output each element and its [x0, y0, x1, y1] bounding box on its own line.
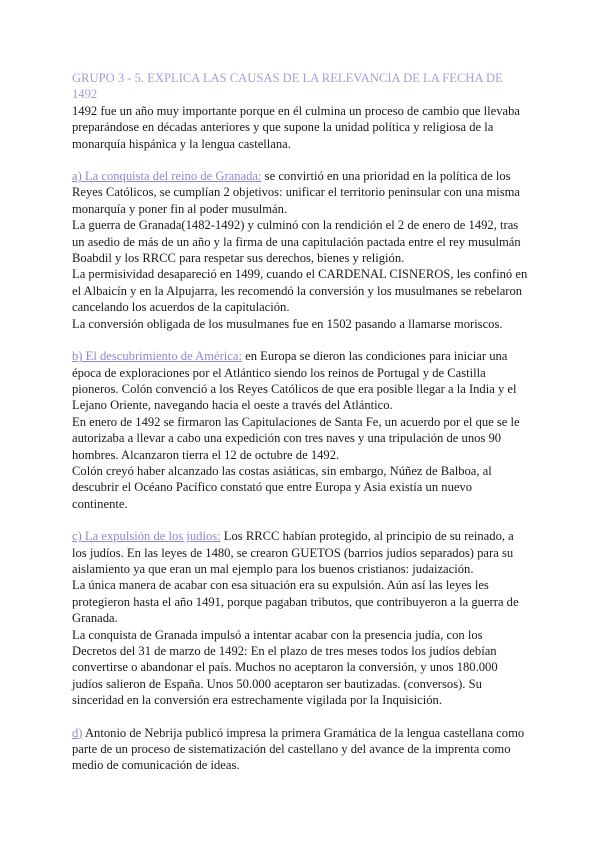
section-paragraph	[72, 168, 528, 217]
intro-paragraph: 1492 fue un año muy importante porque en él culmina un proceso de cambio que llevaba preparándose en décadas anteriores y que supone la unidad política y religiosa de la monarquía hispánica y la lengua castellana.	[72, 103, 520, 151]
spacer	[72, 152, 528, 168]
section-paragraph: La permisividad desapareció en 1499, cuando el CARDENAL CISNEROS, les confinó en el Albaicín y en la Alpujarra, les recomendó la conversión y los musulmanes se rebelaron cancelando los acuerdos de la capitulación.	[72, 267, 528, 315]
section-paragraph: La conquista de Granada impulsó a intentar acabar con la presencia judía, con los Decretos del 31 de marzo de 1492: En el plazo de tres meses todos los judíos debían convertirse o abandonar el país. Muchos no aceptaron la conversión, y unos 180.000 judíos salieron de España. Unos 50.000 aceptaron ser bautizadas. (conversos). Su sinceridad en la conversión era estrechamente vigilada por la Inquisición.	[72, 627, 498, 708]
section-title-link[interactable]: d)	[72, 725, 83, 740]
section-paragraph	[72, 348, 528, 414]
spacer	[72, 332, 528, 348]
section-paragraph: En enero de 1492 se firmaron las Capitulaciones de Santa Fe, un acuerdo por el que se le autorizaba a llevar a cabo una expedición con tres naves y una tripulación de unos 90 hombres. Alcanzaron tierra el 12 de octubre de 1492.	[72, 414, 520, 462]
spacer	[72, 709, 528, 725]
section-nebrija	[72, 725, 528, 774]
spacer	[72, 512, 528, 528]
document-heading: GRUPO 3 - 5. EXPLICA LAS CAUSAS DE LA RELEVANCIA DE LA FECHA DE 1492	[72, 71, 503, 102]
document-body	[72, 70, 528, 774]
section-judios	[72, 528, 528, 708]
section-paragraph: Colón creyó haber alcanzado las costas asiáticas, sin embargo, Núñez de Balboa, al descubrir el Océano Pacífico constató que entre Europa y Asia existía un nuevo continente.	[72, 463, 492, 511]
section-title-link[interactable]: a) La conquista del reino de Granada:	[72, 169, 262, 184]
section-paragraph: La conversión obligada de los musulmanes fue en 1502 pasando a llamarse moriscos.	[72, 316, 503, 331]
section-paragraph	[72, 528, 528, 577]
section-paragraph: La guerra de Granada(1482-1492) y culminó con la rendición el 2 de enero de 1492, tras un asedio de más de un año y la firma de una capitulación pactada entre el rey musulmán Boabdil y los RRCC para respetar sus derechos, bienes y religión.	[72, 218, 521, 266]
section-text: en Europa se dieron las condiciones para iniciar una época de exploraciones por el Atlántico siendo los reinos de Portugal y de Castilla pioneros. Colón convenció a los Reyes Católicos de que era posible llegar a la India y el Lejano Oriente, navegando hacia el oeste a través del Atlántico.	[72, 349, 517, 413]
section-america	[72, 348, 528, 512]
section-text: Antonio de Nebrija publicó impresa la primera Gramática de la lengua castellana como parte de un proceso de sistematización del castellano y del avance de la imprenta como medio de comunicación de ideas.	[72, 725, 525, 773]
section-text: Los RRCC habían protegido, al principio de su reinado, a los judíos. En las leyes de 1480, se crearon GUETOS (barrios judíos separados) para su aislamiento ya que eran un mal ejemplo para los buenos cristianos: judaización.	[72, 529, 514, 576]
section-text: se convirtió en una prioridad en la política de los Reyes Católicos, se cumplían 2 objetivos: unificar el territorio peninsular con una misma monarquía y poner fin al poder musulmán.	[72, 169, 521, 216]
section-paragraph	[72, 725, 528, 774]
section-granada	[72, 168, 528, 332]
section-paragraph: La única manera de acabar con esa situación era su expulsión. Aún así las leyes les protegieron hasta el año 1491, porque pagaban tributos, que contribuyeron a la guerra de Granada.	[72, 578, 519, 626]
section-title-link[interactable]: c) La expulsión de los judíos:	[72, 529, 221, 544]
section-title-link[interactable]: b) El descubrimiento de América:	[72, 349, 242, 364]
